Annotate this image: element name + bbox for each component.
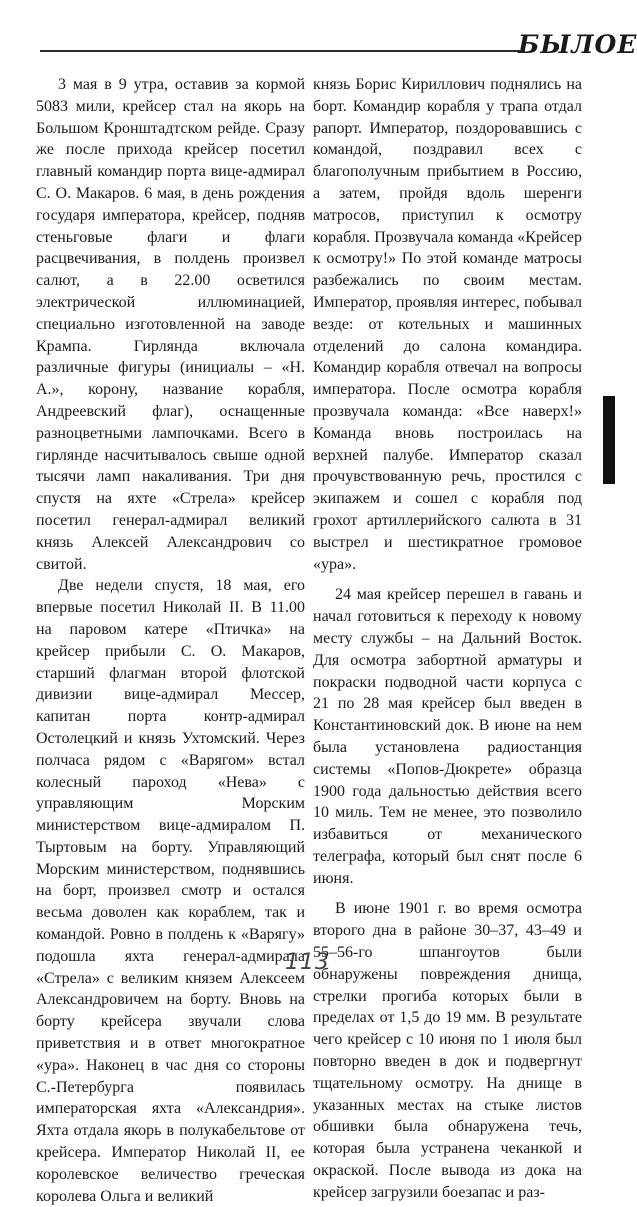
section-edge-tab xyxy=(603,396,615,484)
paragraph: 3 мая в 9 утра, оставив за кормой 5083 мили, крейсер стал на якорь на Большом Кронштадтском рейде. Сразу же после прихода крейсер посетил главный командир порта вице-адмирал С. О. Макаров. 6 мая, в день рождения государя императора, крейсер, подняв стеньговые флаги и флаги расцвечивания, в полдень произвел салют, а в 22.00 осветился электрической иллюминацией, специально изготовленной на заводе Крампа. Гирлянда включала различные фигуры (инициалы – «Н. А.», корону, название корабля, Андреевский флаг), оснащенные разноцветными лампочками. Всего в гирлянде насчитывалось свыше одной тысячи ламп накаливания. Три дня спустя на яхте «Стрела» крейсер посетил генерал-адмирал великий князь Алексей Александрович со свитой. xyxy=(36,76,305,573)
paragraph-continued: князь Борис Кириллович поднялись на борт. Командир корабля у трапа отдал рапорт. Император, поздоровавшись с командой, поздравил всех с благополучным прибытием в Россию, а затем, пройдя вдоль шеренги матросов, приступил к осмотру корабля. Прозвучала команда «Крейсер к осмотру!» По этой команде матросы разбежались по своим местам. Император, проявляя интерес, побывал везде: от котельных и машинных отделений до салона командира. Командир корабля отвечал на вопросы императора. После осмотра корабля прозвучала команда: «Все наверх!» Команда вновь построилась на верхней палубе. Император сказал прочувствованную речь, простился с экипажем и сошел с корабля под грохот артиллерийского салюта в 31 выстрел и шестикратное громовое «ура». xyxy=(313,76,582,573)
paragraph: 24 мая крейсер перешел в гавань и начал готовиться к переходу к новому месту службы – на Дальний Восток. Для осмотра забортной арматуры и покраски подводной части корпуса с 21 по 28 мая крейсер был введен в Константиновский док. В июне на нем была установлена радиостанция системы «Попов-Дюкрете» образца 1900 года дальностью действия всего 10 миль. Тем не менее, это позволило избавиться от механического телеграфа, который был снят после 6 июня. xyxy=(313,586,582,887)
text-column-left xyxy=(36,74,305,1207)
page-number: 113 xyxy=(285,950,330,975)
header-rule xyxy=(40,50,520,52)
section-mark: БЫЛОЕ xyxy=(518,30,637,59)
paragraph: Две недели спустя, 18 мая, его впервые посетил Николай II. В 11.00 на паровом катере «Птичка» на крейсер прибыли С. О. Макаров, старший флагман второй флотской дивизии вице-адмирал Мессер, капитан порта контр-адмирал Остолецкий и князь Ухтомский. Через полчаса рядом с «Варягом» встал колесный пароход «Нева» с управляющим Морским министерством вице-адмиралом П. Тыртовым на борту. Управляющий Морским министерством, поднявшись на борт, произвел смотр и остался весьма доволен как кораблем, так и командой. Ровно в полдень к «Варягу» подошла яхта генерал-адмирала «Стрела» с великим князем Алексеем Александровичем на борту. Вновь на борту крейсера звучали слова приветствия и в ответ многократное «ура». Наконец в час дня со стороны С.-Петербурга появилась императорская яхта «Александрия». Яхта отдала якорь в полукабельтове от крейсера. Император Николай II, ее королевское величество греческая королева Ольга и великий xyxy=(36,577,305,1205)
text-column-right xyxy=(313,74,582,1204)
paragraph: В июне 1901 г. во время осмотра второго дна в районе 30–37, 43–49 и 55–56-го шпангоутов были обнаружены повреждения днища, стрелки прогиба которых были в пределах от 1,5 до 19 мм. В результате чего крейсер с 10 июня по 1 июля был повторно введен в док и подвергнут тщательному осмотру. На днище в указанных местах на стыке листов обшивки была обнаружена течь, которая была устранена чеканкой и окраской. После вывода из дока на крейсер загрузили боезапас и раз- xyxy=(313,900,582,1201)
